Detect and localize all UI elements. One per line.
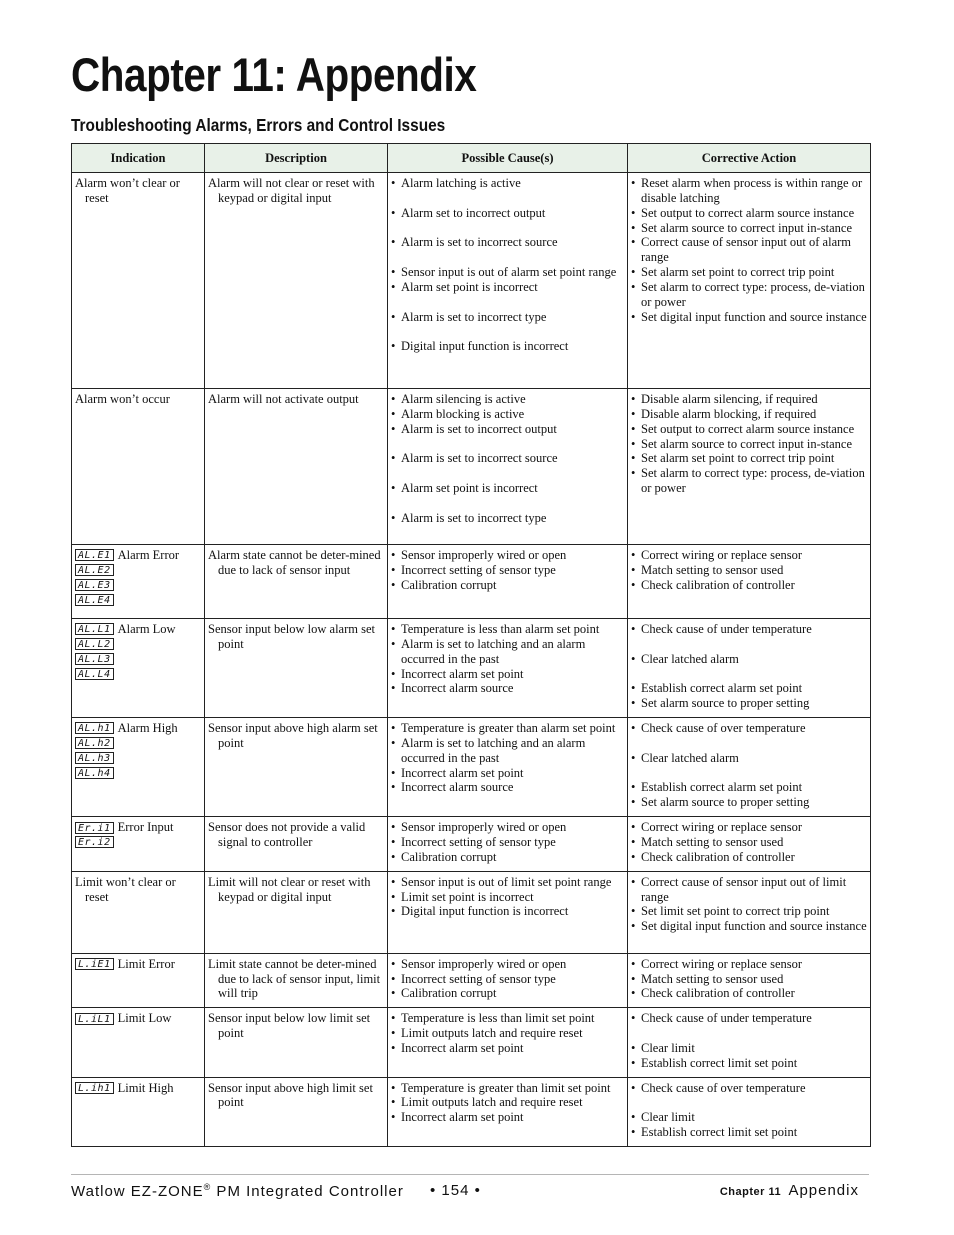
footer-product-name: Watlow EZ-ZONE (71, 1183, 204, 1200)
actions-list (631, 622, 867, 711)
action-item: • Correct cause of sensor input out of alarm range (631, 235, 867, 265)
description-cell (205, 545, 388, 619)
action-item: • Correct wiring or replace sensor (631, 548, 867, 563)
lcd-code: AL.h4 (75, 767, 114, 779)
indication-line (75, 736, 201, 751)
action-item: • Check calibration of controller (631, 850, 867, 865)
table-row (72, 619, 871, 718)
causes-list (391, 176, 624, 354)
action-item: • Set alarm source to correct input in-stance (631, 221, 867, 236)
cause-item: • Digital input function is incorrect (391, 339, 624, 354)
lcd-code: AL.E2 (75, 564, 114, 576)
description-text: Sensor input above high alarm set point (208, 721, 378, 750)
cause-item: • Limit outputs latch and require reset (391, 1026, 624, 1041)
action-item: • Set digital input function and source instance (631, 919, 867, 934)
actions-list (631, 721, 867, 810)
cause-item: • Alarm latching is active (391, 176, 624, 191)
cause-item: • Alarm set to incorrect output (391, 206, 624, 221)
actions-cell (628, 545, 871, 619)
cause-item: • Incorrect alarm set point (391, 667, 624, 682)
indication-line (75, 957, 201, 972)
lcd-code: AL.h2 (75, 737, 114, 749)
header-indication: Indication (72, 144, 205, 173)
cause-item: • Digital input function is incorrect (391, 904, 624, 919)
causes-list (391, 548, 624, 593)
indication-line (75, 835, 201, 850)
cause-item: • Incorrect setting of sensor type (391, 835, 624, 850)
action-item: • Set output to correct alarm source instance (631, 206, 867, 221)
causes-list (391, 721, 624, 795)
description-cell (205, 718, 388, 817)
action-item: • Match setting to sensor used (631, 972, 867, 987)
indication-text: Alarm won’t occur (75, 392, 170, 406)
actions-list (631, 1081, 867, 1140)
indication-line (75, 652, 201, 667)
indication-line (75, 751, 201, 766)
lcd-code: AL.L2 (75, 638, 114, 650)
actions-cell (628, 718, 871, 817)
indication-cell (72, 173, 205, 389)
footer-chapter-label: Chapter 11 (719, 1186, 782, 1198)
causes-list (391, 820, 624, 865)
causes-cell (388, 173, 628, 389)
action-item: • Correct wiring or replace sensor (631, 820, 867, 835)
cause-item: • Incorrect alarm set point (391, 1110, 624, 1125)
indication-line (75, 820, 201, 835)
indication-cell (72, 953, 205, 1008)
lcd-code: Er.i1 (75, 822, 114, 834)
lcd-code: AL.h3 (75, 752, 114, 764)
description-text: Sensor input above high limit set point (208, 1080, 373, 1110)
footer-product (71, 1182, 404, 1200)
indication-cell (72, 718, 205, 817)
action-item: • Set alarm source to correct input in-stance (631, 437, 867, 452)
actions-list (631, 1011, 867, 1070)
header-corrective-action: Corrective Action (628, 144, 871, 173)
cause-item: • Alarm is set to incorrect type (391, 511, 624, 526)
lcd-code: AL.L4 (75, 668, 114, 680)
table-row (72, 871, 871, 953)
actions-list (631, 392, 867, 496)
cause-item: • Alarm is set to latching and an alarm occurred in the past (391, 637, 624, 667)
description-text: Alarm will not activate output (208, 392, 359, 406)
cause-item: • Sensor improperly wired or open (391, 820, 624, 835)
cause-item: • Incorrect alarm source (391, 780, 624, 795)
cause-item: • Temperature is less than limit set point (391, 1011, 624, 1026)
cause-item: • Sensor input is out of alarm set point range (391, 265, 624, 280)
table-row (72, 389, 871, 545)
registered-mark: ® (203, 1182, 212, 1192)
lcd-code: AL.E4 (75, 594, 114, 606)
causes-list (391, 1011, 624, 1056)
action-item: • Establish correct limit set point (631, 1056, 867, 1071)
table-row (72, 545, 871, 619)
indication-line (75, 766, 201, 781)
actions-list (631, 176, 867, 324)
lcd-code: AL.E3 (75, 579, 114, 591)
indication-cell (72, 871, 205, 953)
cause-item: • Alarm is set to incorrect source (391, 451, 624, 466)
cause-item: • Limit outputs latch and require reset (391, 1095, 624, 1110)
causes-list (391, 392, 624, 526)
action-item: • Establish correct alarm set point (631, 780, 867, 795)
indication-cell (72, 619, 205, 718)
lcd-code: L.iL1 (75, 1013, 114, 1025)
cause-item: • Calibration corrupt (391, 850, 624, 865)
indication-cell (72, 817, 205, 872)
causes-cell (388, 1077, 628, 1146)
action-item: • Set alarm set point to correct trip point (631, 451, 867, 466)
footer-product-rest: PM Integrated Controller (211, 1183, 404, 1200)
lcd-code: Er.i2 (75, 836, 114, 848)
causes-cell (388, 389, 628, 545)
footer-divider (71, 1174, 869, 1175)
cause-item: • Incorrect setting of sensor type (391, 563, 624, 578)
action-item: • Set alarm source to proper setting (631, 696, 867, 711)
action-item: • Set alarm set point to correct trip point (631, 265, 867, 280)
action-item: • Set output to correct alarm source instance (631, 422, 867, 437)
description-cell (205, 871, 388, 953)
indication-line (75, 593, 201, 608)
indication-cell (72, 1077, 205, 1146)
header-possible-causes: Possible Cause(s) (388, 144, 628, 173)
footer-chapter-name: Appendix (788, 1182, 859, 1199)
action-item: • Check calibration of controller (631, 578, 867, 593)
indication-line (75, 721, 201, 736)
cause-item: • Calibration corrupt (391, 986, 624, 1001)
description-text: Sensor input below low limit set point (208, 1011, 371, 1041)
indication-cell (72, 545, 205, 619)
cause-item: • Alarm is set to latching and an alarm occurred in the past (391, 736, 624, 766)
indication-line (75, 637, 201, 652)
indication-line (75, 548, 201, 563)
action-item: • Correct cause of sensor input out of limit range (631, 875, 867, 905)
cause-item: • Temperature is greater than alarm set point (391, 721, 624, 736)
description-cell (205, 173, 388, 389)
action-item: • Clear latched alarm (631, 751, 867, 766)
description-cell (205, 953, 388, 1008)
cause-item: • Incorrect alarm source (391, 681, 624, 696)
lcd-code: L.ih1 (75, 1082, 114, 1094)
indication-line (75, 563, 201, 578)
action-item: • Disable alarm silencing, if required (631, 392, 867, 407)
description-cell (205, 389, 388, 545)
table-row (72, 1008, 871, 1077)
action-item: • Set alarm source to proper setting (631, 795, 867, 810)
causes-cell (388, 871, 628, 953)
actions-cell (628, 953, 871, 1008)
description-text: Alarm will not clear or reset with keypad or digital input (208, 176, 375, 205)
indication-text: Error Input (117, 820, 174, 835)
action-item: • Set alarm to correct type: process, de-viation or power (631, 466, 867, 496)
actions-cell (628, 619, 871, 718)
action-item: • Disable alarm blocking, if required (631, 407, 867, 422)
cause-item: • Incorrect setting of sensor type (391, 972, 624, 987)
cause-item: • Alarm set point is incorrect (391, 481, 624, 496)
cause-item: • Calibration corrupt (391, 578, 624, 593)
cause-item: • Temperature is greater than limit set point (391, 1081, 624, 1096)
description-text: Limit state cannot be deter-mined due to lack of sensor input, limit will trip (208, 956, 381, 1001)
action-item: • Set limit set point to correct trip point (631, 904, 867, 919)
cause-item: • Incorrect alarm set point (391, 766, 624, 781)
action-item: • Reset alarm when process is within range or disable latching (631, 176, 867, 206)
indication-line (75, 1081, 201, 1096)
action-item: • Correct wiring or replace sensor (631, 957, 867, 972)
cause-item: • Alarm is set to incorrect source (391, 235, 624, 250)
causes-list (391, 875, 624, 920)
table-row (72, 1077, 871, 1146)
cause-item: • Limit set point is incorrect (391, 890, 624, 905)
action-item: • Check calibration of controller (631, 986, 867, 1001)
indication-line (75, 578, 201, 593)
indication-text: Limit High (117, 1080, 174, 1095)
action-item: • Set digital input function and source instance (631, 310, 867, 325)
action-item: • Establish correct limit set point (631, 1125, 867, 1140)
action-item: • Clear latched alarm (631, 652, 867, 667)
indication-text: Alarm won’t clear or reset (75, 176, 180, 205)
action-item: • Check cause of under temperature (631, 1011, 867, 1026)
causes-cell (388, 718, 628, 817)
table-row (72, 173, 871, 389)
actions-list (631, 875, 867, 934)
indication-text: Alarm Error (117, 548, 180, 562)
description-cell (205, 1077, 388, 1146)
header-description: Description (205, 144, 388, 173)
troubleshooting-table (71, 143, 871, 1147)
description-text: Sensor input below low alarm set point (208, 622, 375, 651)
actions-cell (628, 173, 871, 389)
actions-cell (628, 389, 871, 545)
cause-item: • Temperature is less than alarm set point (391, 622, 624, 637)
indication-line (75, 622, 201, 637)
cause-item: • Sensor input is out of limit set point range (391, 875, 624, 890)
indication-cell (72, 389, 205, 545)
table-header-row (72, 144, 871, 173)
indication-text: Limit won’t clear or reset (75, 874, 176, 904)
lcd-code: L.iE1 (75, 958, 114, 970)
chapter-title: Chapter 11: Appendix (71, 48, 477, 101)
causes-cell (388, 545, 628, 619)
actions-cell (628, 1008, 871, 1077)
cause-item: • Alarm is set to incorrect type (391, 310, 624, 325)
description-text: Limit will not clear or reset with keypad or digital input (208, 874, 371, 904)
page-number: • 154 • (430, 1182, 481, 1199)
lcd-code: AL.h1 (75, 722, 114, 734)
causes-cell (388, 817, 628, 872)
lcd-code: AL.E1 (75, 549, 114, 561)
causes-cell (388, 619, 628, 718)
indication-text: Alarm High (117, 721, 178, 736)
indication-cell (72, 1008, 205, 1077)
lcd-code: AL.L3 (75, 653, 114, 665)
actions-list (631, 548, 867, 593)
table-row (72, 953, 871, 1008)
indication-text: Limit Low (117, 1011, 172, 1026)
indication-text: Alarm Low (117, 622, 176, 636)
cause-item: • Alarm silencing is active (391, 392, 624, 407)
action-item: • Check cause of under temperature (631, 622, 867, 637)
lcd-code: AL.L1 (75, 623, 114, 635)
action-item: • Match setting to sensor used (631, 835, 867, 850)
actions-list (631, 957, 867, 1002)
causes-list (391, 622, 624, 696)
description-cell (205, 817, 388, 872)
footer-chapter (720, 1182, 859, 1199)
description-cell (205, 619, 388, 718)
action-item: • Clear limit (631, 1041, 867, 1056)
cause-item: • Sensor improperly wired or open (391, 957, 624, 972)
action-item: • Set alarm to correct type: process, de-viation or power (631, 280, 867, 310)
causes-list (391, 957, 624, 1002)
section-title: Troubleshooting Alarms, Errors and Control Issues (71, 115, 446, 135)
indication-text: Limit Error (117, 956, 175, 971)
description-text: Alarm state cannot be deter-mined due to lack of sensor input (208, 548, 381, 577)
table-row (72, 718, 871, 817)
cause-item: • Sensor improperly wired or open (391, 548, 624, 563)
description-text: Sensor does not provide a valid signal to controller (208, 820, 366, 849)
cause-item: • Incorrect alarm set point (391, 1041, 624, 1056)
cause-item: • Alarm set point is incorrect (391, 280, 624, 295)
causes-cell (388, 1008, 628, 1077)
action-item: • Check cause of over temperature (631, 1081, 867, 1096)
action-item: • Establish correct alarm set point (631, 681, 867, 696)
causes-list (391, 1081, 624, 1126)
cause-item: • Alarm blocking is active (391, 407, 624, 422)
action-item: • Check cause of over temperature (631, 721, 867, 736)
action-item: • Match setting to sensor used (631, 563, 867, 578)
indication-line (75, 1011, 201, 1026)
indication-line (75, 667, 201, 682)
table-row (72, 817, 871, 872)
causes-cell (388, 953, 628, 1008)
actions-cell (628, 871, 871, 953)
actions-cell (628, 1077, 871, 1146)
cause-item: • Alarm is set to incorrect output (391, 422, 624, 437)
actions-cell (628, 817, 871, 872)
description-cell (205, 1008, 388, 1077)
actions-list (631, 820, 867, 865)
action-item: • Clear limit (631, 1110, 867, 1125)
